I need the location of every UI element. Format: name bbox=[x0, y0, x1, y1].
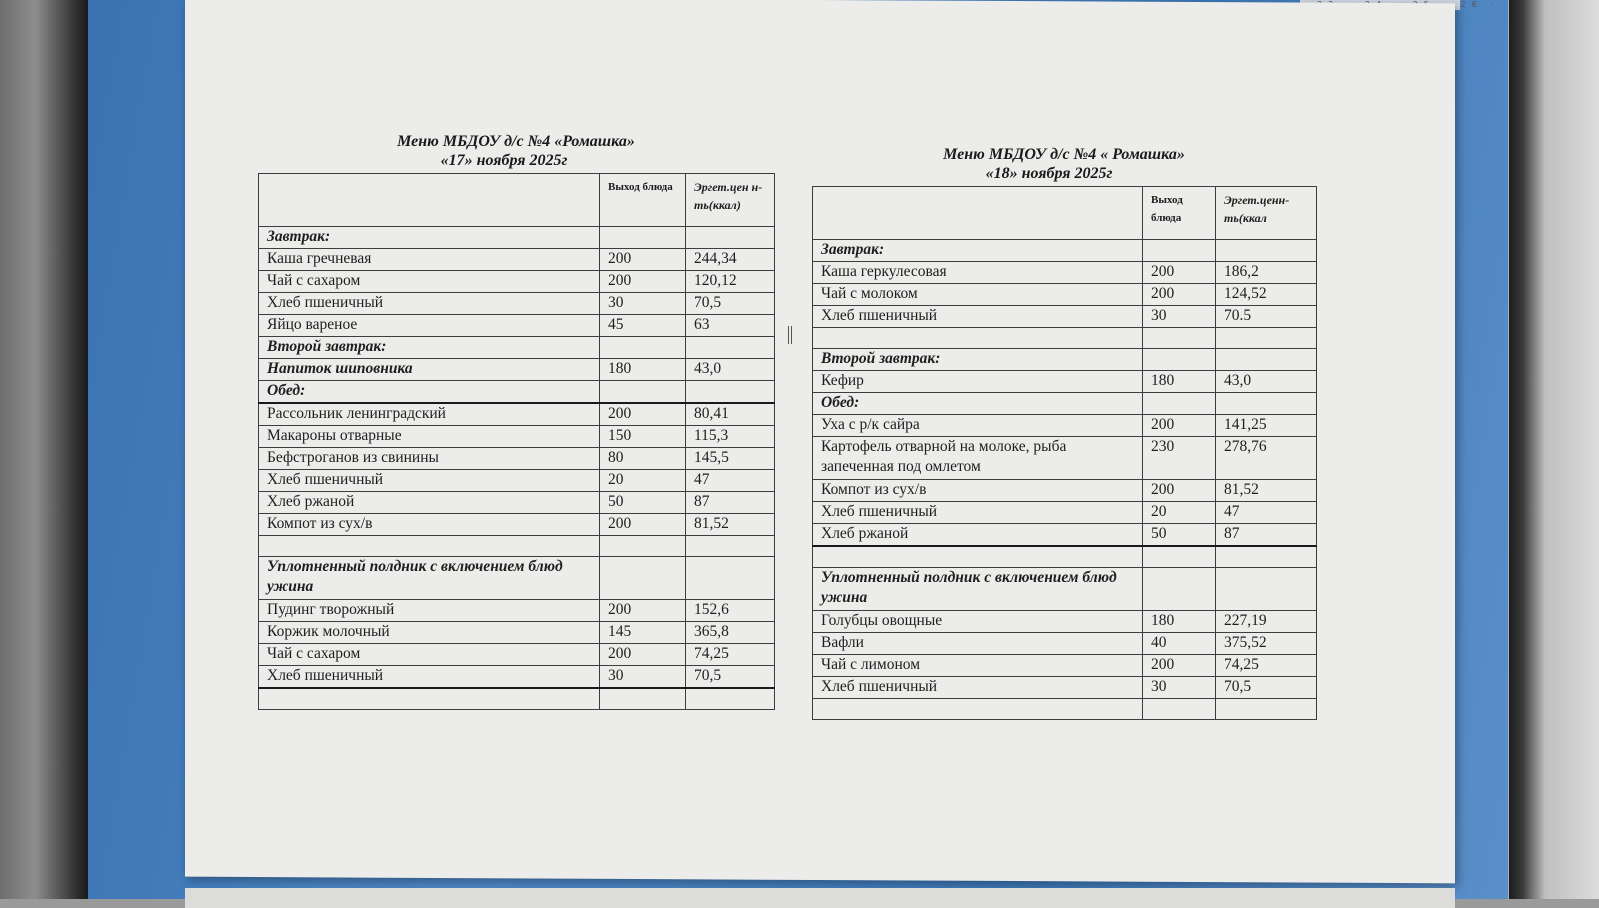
cell-yield: 200 bbox=[600, 271, 686, 293]
cell-yield bbox=[600, 688, 686, 710]
cell-name: Кефир bbox=[813, 371, 1143, 393]
cell-name: Хлеб пшеничный bbox=[259, 470, 600, 492]
table-row bbox=[259, 600, 775, 622]
header-yield: Выход блюда bbox=[600, 174, 686, 227]
cell-energy: 74,25 bbox=[1216, 655, 1317, 677]
cell-yield: 180 bbox=[1143, 371, 1216, 393]
cell-name: Чай с молоком bbox=[813, 284, 1143, 306]
table-row bbox=[259, 293, 775, 315]
cell-energy bbox=[1216, 328, 1317, 349]
header-energy: Эргет.цен н-ть(ккал) bbox=[686, 174, 775, 227]
cell-yield: 30 bbox=[1143, 677, 1216, 699]
text-cursor-icon bbox=[788, 326, 792, 344]
table-row bbox=[259, 492, 775, 514]
cell-yield: 45 bbox=[600, 315, 686, 337]
cell-yield: 200 bbox=[1143, 262, 1216, 284]
cell-name: Хлеб пшеничный bbox=[813, 306, 1143, 328]
table-row bbox=[259, 470, 775, 492]
menu-date: «17» ноября 2025г bbox=[440, 152, 568, 169]
cell-energy: 87 bbox=[686, 492, 775, 514]
menu-block-17-november bbox=[258, 132, 774, 710]
cell-name: Уплотненный полдник с включением блюд ужина bbox=[259, 557, 600, 600]
table-row bbox=[813, 568, 1317, 611]
cell-yield: 180 bbox=[600, 359, 686, 381]
cell-yield: 145 bbox=[600, 622, 686, 644]
cell-name: Вафли bbox=[813, 633, 1143, 655]
cell-name bbox=[259, 688, 600, 710]
cell-energy bbox=[686, 688, 775, 710]
cell-energy: 227,19 bbox=[1216, 611, 1317, 633]
cell-name: Хлеб пшеничный bbox=[813, 502, 1143, 524]
cell-name: Хлеб ржаной bbox=[259, 492, 600, 514]
header-dish-cell bbox=[813, 187, 1143, 240]
cell-name: Хлеб ржаной bbox=[813, 524, 1143, 547]
menu-table bbox=[812, 186, 1317, 720]
cell-energy: 43,0 bbox=[686, 359, 775, 381]
cell-yield bbox=[1143, 349, 1216, 371]
cell-name: Каша геркулесовая bbox=[813, 262, 1143, 284]
next-page-edge bbox=[185, 888, 1455, 908]
cell-name: Уплотненный полдник с включением блюд ужина bbox=[813, 568, 1143, 611]
cell-energy: 74,25 bbox=[686, 644, 775, 666]
cell-name: Чай с сахаром bbox=[259, 271, 600, 293]
cell-energy: 87 bbox=[1216, 524, 1317, 547]
cell-name: Картофель отварной на молоке, рыба запеченная под омлетом bbox=[813, 437, 1143, 480]
cell-energy: 63 bbox=[686, 315, 775, 337]
cell-name: Каша гречневая bbox=[259, 249, 600, 271]
table-row bbox=[259, 315, 775, 337]
cell-energy bbox=[1216, 240, 1317, 262]
cell-energy bbox=[1216, 546, 1317, 568]
cell-energy bbox=[1216, 393, 1317, 415]
table-row bbox=[813, 546, 1317, 568]
menu-title-line: Меню МБДОУ д/с №4 «Ромашка» bbox=[397, 133, 635, 150]
cell-energy: 124,52 bbox=[1216, 284, 1317, 306]
cell-yield bbox=[600, 337, 686, 359]
menu-block-18-november bbox=[812, 145, 1316, 720]
table-row bbox=[259, 426, 775, 448]
cell-name: Уха с р/к сайра bbox=[813, 415, 1143, 437]
cell-yield bbox=[1143, 240, 1216, 262]
cell-yield: 20 bbox=[600, 470, 686, 492]
cell-yield bbox=[1143, 546, 1216, 568]
cell-yield: 40 bbox=[1143, 633, 1216, 655]
table-row bbox=[813, 306, 1317, 328]
cell-name: Второй завтрак: bbox=[259, 337, 600, 359]
cell-yield: 30 bbox=[1143, 306, 1216, 328]
cell-yield bbox=[600, 381, 686, 404]
table-row bbox=[813, 699, 1317, 720]
table-row bbox=[813, 415, 1317, 437]
cell-yield: 30 bbox=[600, 293, 686, 315]
table-row bbox=[813, 633, 1317, 655]
table-row bbox=[813, 524, 1317, 547]
cell-name: Коржик молочный bbox=[259, 622, 600, 644]
cell-name: Обед: bbox=[813, 393, 1143, 415]
cell-energy: 141,25 bbox=[1216, 415, 1317, 437]
cell-name: Пудинг творожный bbox=[259, 600, 600, 622]
cell-energy bbox=[686, 536, 775, 557]
cell-energy: 278,76 bbox=[1216, 437, 1317, 480]
table-row bbox=[259, 666, 775, 689]
cell-yield: 200 bbox=[600, 600, 686, 622]
table-header-row bbox=[813, 187, 1317, 240]
cell-yield: 80 bbox=[600, 448, 686, 470]
cell-name: Чай с сахаром bbox=[259, 644, 600, 666]
menu-date: «18» ноября 2025г bbox=[985, 165, 1113, 182]
menu-title-line: Меню МБДОУ д/с №4 « Ромашка» bbox=[943, 146, 1185, 163]
cell-name: Бефстроганов из свинины bbox=[259, 448, 600, 470]
cell-yield: 200 bbox=[600, 249, 686, 271]
cell-name: Компот из сух/в bbox=[259, 514, 600, 536]
table-row bbox=[813, 371, 1317, 393]
cell-name: Чай с лимоном bbox=[813, 655, 1143, 677]
cell-name: Второй завтрак: bbox=[813, 349, 1143, 371]
cell-name: Хлеб пшеничный bbox=[259, 293, 600, 315]
cell-yield bbox=[1143, 699, 1216, 720]
table-row bbox=[259, 536, 775, 557]
cell-energy: 365,8 bbox=[686, 622, 775, 644]
cell-energy bbox=[1216, 568, 1317, 611]
header-yield: Выход блюда bbox=[1143, 187, 1216, 240]
cell-name: Завтрак: bbox=[813, 240, 1143, 262]
cell-name: Напиток шиповника bbox=[259, 359, 600, 381]
cell-energy bbox=[686, 227, 775, 249]
cell-energy bbox=[686, 381, 775, 404]
cell-yield bbox=[1143, 568, 1216, 611]
cell-name: Компот из сух/в bbox=[813, 480, 1143, 502]
cell-energy: 152,6 bbox=[686, 600, 775, 622]
cell-yield: 50 bbox=[600, 492, 686, 514]
table-row bbox=[813, 480, 1317, 502]
cell-energy: 80,41 bbox=[686, 403, 775, 426]
table-row bbox=[259, 359, 775, 381]
table-row bbox=[259, 403, 775, 426]
table-row bbox=[259, 644, 775, 666]
table-row bbox=[259, 622, 775, 644]
cell-yield bbox=[600, 227, 686, 249]
cell-energy: 186,2 bbox=[1216, 262, 1317, 284]
table-row bbox=[259, 381, 775, 404]
header-energy: Эргет.ценн-ть(ккал bbox=[1216, 187, 1317, 240]
cell-name bbox=[813, 328, 1143, 349]
cell-energy: 81,52 bbox=[1216, 480, 1317, 502]
table-row bbox=[813, 437, 1317, 480]
table-row bbox=[813, 677, 1317, 699]
cell-energy: 70.5 bbox=[1216, 306, 1317, 328]
cell-energy: 70,5 bbox=[1216, 677, 1317, 699]
table-row bbox=[259, 688, 775, 710]
cell-name: Хлеб пшеничный bbox=[259, 666, 600, 689]
cell-energy: 47 bbox=[686, 470, 775, 492]
cell-energy: 145,5 bbox=[686, 448, 775, 470]
table-row bbox=[813, 393, 1317, 415]
monitor-bezel-left bbox=[0, 0, 88, 899]
cell-yield: 200 bbox=[600, 514, 686, 536]
cell-energy: 375,52 bbox=[1216, 633, 1317, 655]
cell-energy: 70,5 bbox=[686, 666, 775, 689]
cell-name: Макароны отварные bbox=[259, 426, 600, 448]
cell-energy: 115,3 bbox=[686, 426, 775, 448]
table-row bbox=[813, 240, 1317, 262]
monitor-bezel-right bbox=[1509, 0, 1599, 899]
table-row bbox=[813, 655, 1317, 677]
cell-energy: 120,12 bbox=[686, 271, 775, 293]
cell-energy: 70,5 bbox=[686, 293, 775, 315]
cell-name: Хлеб пшеничный bbox=[813, 677, 1143, 699]
cell-yield: 200 bbox=[1143, 284, 1216, 306]
cell-yield: 200 bbox=[600, 403, 686, 426]
cell-energy bbox=[1216, 699, 1317, 720]
cell-yield: 150 bbox=[600, 426, 686, 448]
table-row bbox=[259, 557, 775, 600]
cell-energy: 43,0 bbox=[1216, 371, 1317, 393]
cell-yield: 50 bbox=[1143, 524, 1216, 547]
cell-yield: 200 bbox=[1143, 655, 1216, 677]
cell-energy bbox=[686, 337, 775, 359]
cell-name: Завтрак: bbox=[259, 227, 600, 249]
header-dish-cell bbox=[259, 174, 600, 227]
cell-yield bbox=[600, 557, 686, 600]
cell-energy: 47 bbox=[1216, 502, 1317, 524]
table-row bbox=[813, 262, 1317, 284]
cell-yield bbox=[600, 536, 686, 557]
cell-yield: 200 bbox=[600, 644, 686, 666]
cell-energy bbox=[686, 557, 775, 600]
cell-energy: 244,34 bbox=[686, 249, 775, 271]
cell-name: Голубцы овощные bbox=[813, 611, 1143, 633]
cell-yield: 200 bbox=[1143, 480, 1216, 502]
cell-yield: 230 bbox=[1143, 437, 1216, 480]
table-row bbox=[259, 271, 775, 293]
cell-yield: 20 bbox=[1143, 502, 1216, 524]
cell-yield: 200 bbox=[1143, 415, 1216, 437]
cell-energy bbox=[1216, 349, 1317, 371]
cell-yield bbox=[1143, 328, 1216, 349]
cell-name: Обед: bbox=[259, 381, 600, 404]
cell-name bbox=[813, 699, 1143, 720]
table-row bbox=[813, 328, 1317, 349]
table-row bbox=[259, 448, 775, 470]
cell-yield: 30 bbox=[600, 666, 686, 689]
menu-title bbox=[812, 145, 1316, 183]
table-row bbox=[259, 249, 775, 271]
table-row bbox=[259, 227, 775, 249]
table-row bbox=[813, 502, 1317, 524]
table-row bbox=[813, 284, 1317, 306]
table-row bbox=[813, 349, 1317, 371]
menu-title bbox=[258, 132, 774, 170]
cell-energy: 81,52 bbox=[686, 514, 775, 536]
table-row bbox=[259, 514, 775, 536]
cell-name: Яйцо вареное bbox=[259, 315, 600, 337]
table-header-row bbox=[259, 174, 775, 227]
cell-yield bbox=[1143, 393, 1216, 415]
table-row bbox=[813, 611, 1317, 633]
cell-name: Рассольник ленинградский bbox=[259, 403, 600, 426]
menu-table bbox=[258, 173, 775, 710]
cell-name bbox=[259, 536, 600, 557]
cell-name bbox=[813, 546, 1143, 568]
table-row bbox=[259, 337, 775, 359]
cell-yield: 180 bbox=[1143, 611, 1216, 633]
